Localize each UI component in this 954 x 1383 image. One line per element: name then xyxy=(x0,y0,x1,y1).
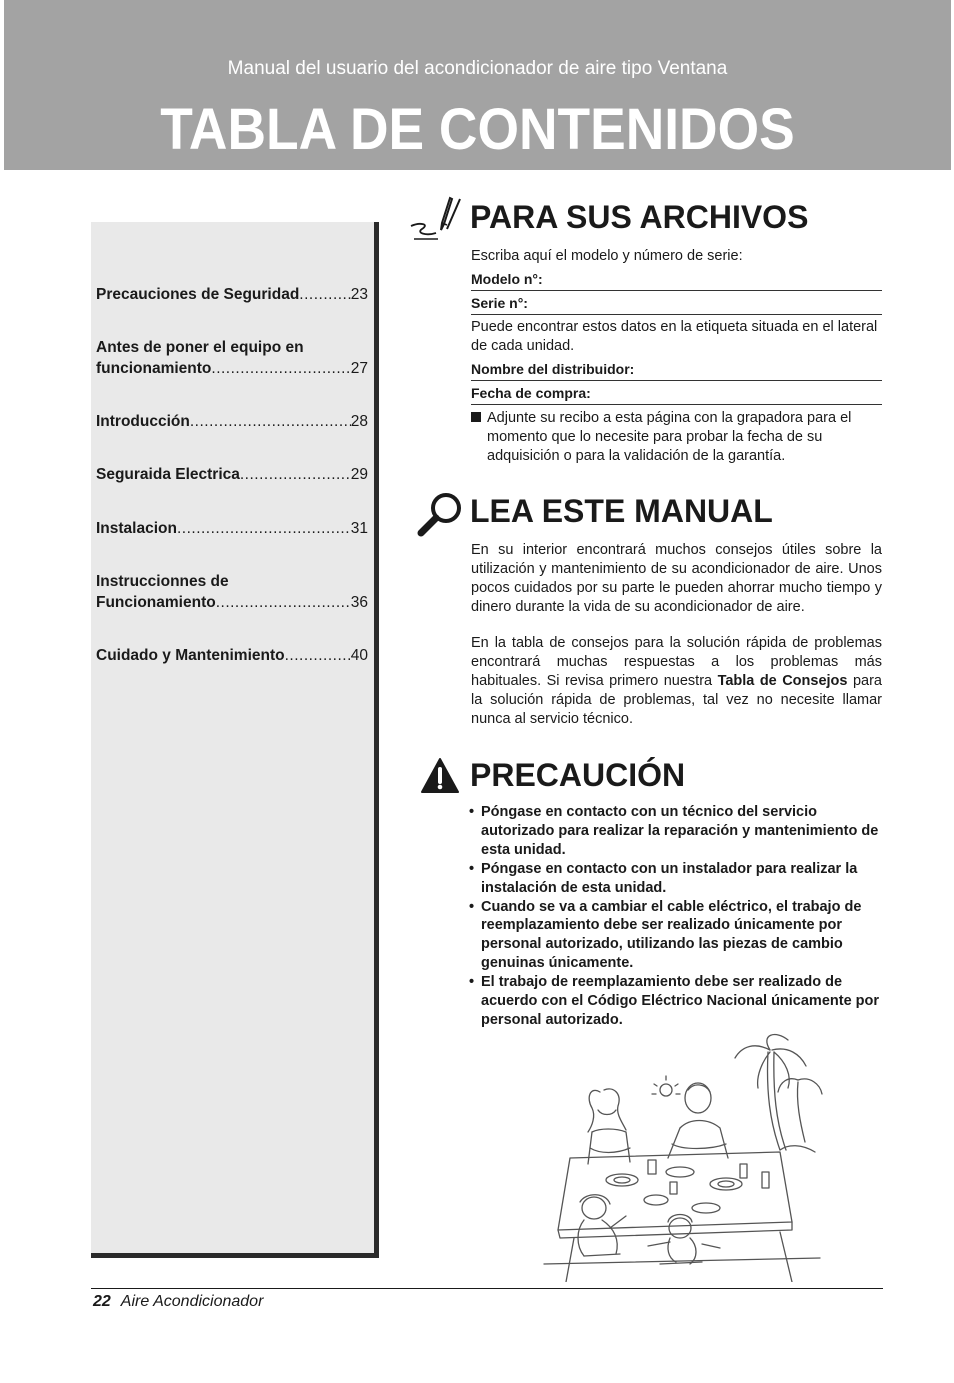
square-bullet-icon xyxy=(471,412,481,422)
toc-entry-title-line1: Instruccionnes de xyxy=(96,573,229,590)
toc-entry-page: 28 xyxy=(350,413,368,430)
footer-text: Aire Acondicionador xyxy=(120,1293,264,1310)
toc-entry-installation[interactable] xyxy=(96,518,368,539)
toc-entry-operating-instructions[interactable] xyxy=(96,571,368,613)
pen-writing-icon xyxy=(408,196,464,244)
toc-dot-leader xyxy=(177,518,351,539)
toc-entry-electrical-safety[interactable] xyxy=(96,464,368,485)
manual-paragraph-2 xyxy=(471,634,882,729)
model-number-field[interactable]: Modelo n°: xyxy=(471,271,882,291)
family-picnic-illustration xyxy=(530,1032,830,1282)
toc-entry-title-line1: Antes de poner el equipo en xyxy=(96,339,304,356)
purchase-date-field[interactable]: Fecha de compra: xyxy=(471,385,882,405)
toc-dot-leader xyxy=(299,284,350,305)
toc-entry-title: Introducción xyxy=(96,413,190,430)
page-footer xyxy=(93,1293,263,1311)
toc-entry-title: Seguraida Electrica xyxy=(96,466,240,483)
toc-entry-title: funcionamiento xyxy=(96,360,212,377)
toc-entry-page: 23 xyxy=(350,286,368,303)
manual-section-title: LEA ESTE MANUAL xyxy=(470,493,773,529)
caution-section-title: PRECAUCIÓN xyxy=(470,757,686,793)
toc-entry-safety[interactable] xyxy=(96,284,368,305)
records-location-note: Puede encontrar estos datos en la etiqueta situada en el lateral de cada unidad. xyxy=(471,319,878,354)
list-item: • Póngase en contacto con un técnico del servicio autorizado para realizar la reparación y mantenimiento de esta unidad. xyxy=(469,804,879,858)
tips-table-reference: Tabla de Consejos xyxy=(717,673,848,689)
toc-panel xyxy=(91,222,379,1258)
toc-entry-page: 27 xyxy=(350,360,368,377)
list-item: • Póngase en contacto con un instalador para realizar la instalación de esta unidad. xyxy=(469,860,858,896)
distributor-name-field[interactable]: Nombre del distribuidor: xyxy=(471,361,882,381)
page-header xyxy=(4,0,951,170)
toc-dot-leader xyxy=(216,592,351,613)
toc-entry-title: Precauciones de Seguridad xyxy=(96,286,300,303)
list-item: • Cuando se va a cambiar el cable eléctrico, el trabajo de reemplazamiento debe ser realizado únicamente por personal autorizado, utilizando las piezas de cambio genuinas únicamente. xyxy=(469,898,862,972)
records-intro: Escriba aquí el modelo y número de serie: xyxy=(471,248,743,264)
manual-paragraph-2-start: En la tabla de consejos para la solución rápida de problemas encontrará muchas respuestas a los problemas más habituales. Si revisa primero nuestra xyxy=(471,635,882,689)
toc-dot-leader xyxy=(240,464,351,485)
toc-entry-title: Funcionamiento xyxy=(96,594,216,611)
toc-entry-page: 36 xyxy=(350,594,368,611)
toc-entry-title: Cuidado y Mantenimiento xyxy=(96,647,285,664)
records-section-title: PARA SUS ARCHIVOS xyxy=(470,199,809,235)
caution-list xyxy=(469,803,884,1030)
manual-subtitle: Manual del usuario del acondicionador de aire tipo Ventana xyxy=(227,58,728,79)
page-title: TABLA DE CONTENIDOS xyxy=(160,97,795,162)
toc-entry-before-operating[interactable] xyxy=(96,337,368,379)
footer-divider xyxy=(91,1288,883,1289)
toc-dot-leader xyxy=(211,358,350,379)
serial-number-field[interactable]: Serie n°: xyxy=(471,295,882,315)
staple-note xyxy=(471,409,882,466)
list-item: • El trabajo de reemplazamiento debe ser realizado de acuerdo con el Código Eléctrico Nacional únicamente por personal autorizado. xyxy=(469,974,880,1028)
toc-entry-page: 29 xyxy=(350,466,368,483)
staple-note-text: Adjunte su recibo a esta página con la grapadora para el momento que lo necesite para probar la fecha de su adquisición o para la validación de la garantía. xyxy=(487,410,852,464)
toc-entry-page: 40 xyxy=(350,647,368,664)
toc-entry-care-maintenance[interactable] xyxy=(96,645,368,666)
warning-triangle-icon xyxy=(420,757,460,795)
page-number: 22 xyxy=(93,1293,111,1310)
manual-paragraph-2-end: para la solución rápida de problemas, tal vez no necesite llamar nunca al servicio técnico. xyxy=(471,673,882,727)
toc-dot-leader xyxy=(190,411,351,432)
toc-dot-leader xyxy=(285,645,351,666)
toc-entry-title: Instalacion xyxy=(96,520,177,537)
toc-entry-introduction[interactable] xyxy=(96,411,368,432)
toc-entry-page: 31 xyxy=(350,520,368,537)
manual-paragraph-1: En su interior encontrará muchos consejos útiles sobre la utilización y mantenimiento de su acondicionador de aire. Unos pocos cuidados por su parte le pueden ahorrar mucho tiempo y dinero durante la vida de su acondicionador de aire. xyxy=(471,542,882,615)
magnifying-glass-icon xyxy=(416,491,464,537)
